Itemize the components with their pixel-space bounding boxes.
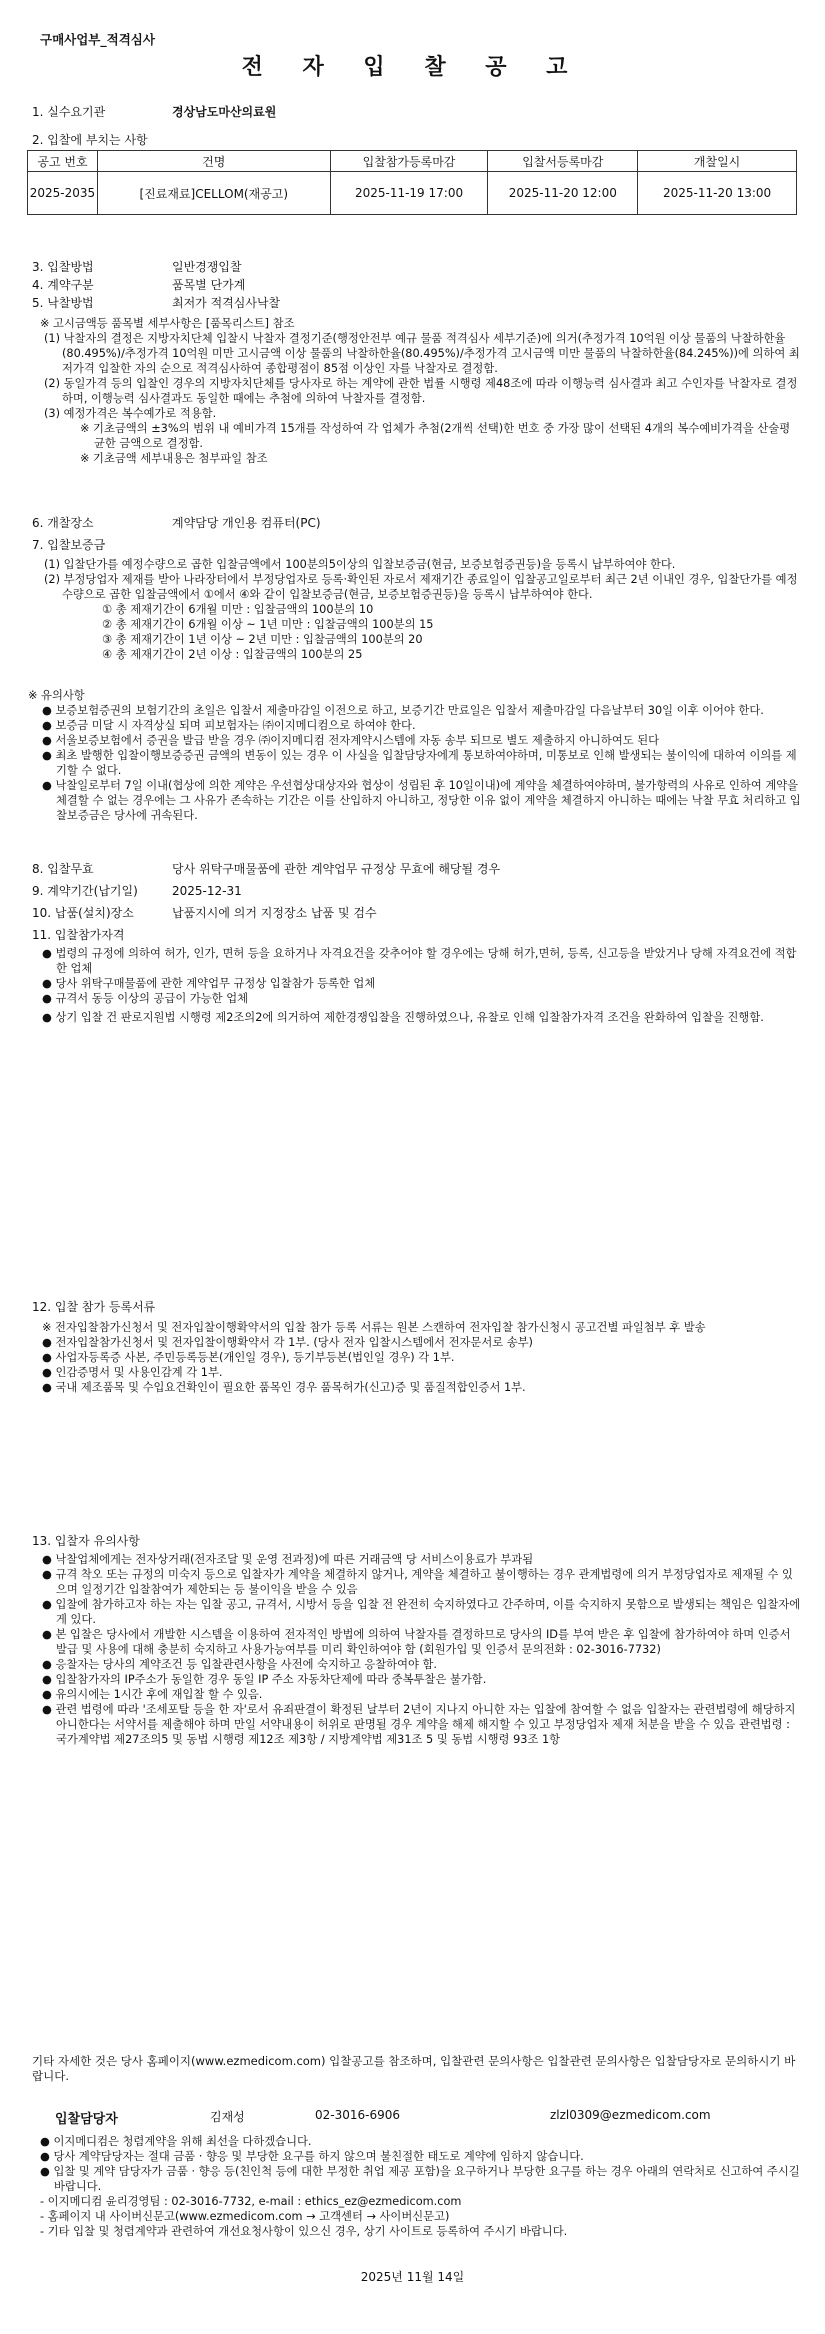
section-5 bbox=[32, 294, 280, 311]
section-12-items bbox=[28, 1320, 802, 1395]
section-6-label: 6. 개찰장소 bbox=[32, 516, 94, 530]
list-item: ● 법령의 규정에 의하여 허가, 인가, 면허 등을 요하거나 자격요건을 갖추어야 할 경우에는 당해 허가,면허, 등록, 신고등을 받았거나 당해 자격요건에 적합한 업체 bbox=[42, 947, 797, 975]
notes-block bbox=[28, 688, 802, 823]
list-item: ● 입찰참가자의 IP주소가 동일한 경우 동일 IP 주소 자동차단제에 따라 중복투찰은 불가함. bbox=[42, 1673, 487, 1686]
section-5-label: 5. 낙찰방법 bbox=[32, 296, 94, 310]
col-header: 개찰일시 bbox=[638, 151, 797, 172]
col-header: 입찰서등록마감 bbox=[488, 151, 638, 172]
list-item: ● 보증보험증권의 보험기간의 초일은 입찰서 제출마감일 이전으로 하고, 보증기간 만료일은 입찰서 제출마감일 다음날부터 30일 이후 이어야 한다. bbox=[42, 704, 764, 717]
list-item: ● 관련 법령에 따라 '조세포탈 등을 한 자'로서 유죄판결이 확정된 날부터 2년이 지나지 아니한 자는 입찰에 참여할 수 없음 입찰자는 관련법령에 해당하지 아니한다는 서약서를 제출해야 하며 만일 서약내용이 허위로 판명될 경우 계약을 해제 해지할 수 있고 부정당업자 제재 처분을 받을 수 있음 관련법령 : 국가계약법 제27조의5 및 동법 시행령 제12조 제3항 / 지방계약법 제31조 5 및 동법 시행령 93조 1항 bbox=[42, 1703, 796, 1746]
list-item: ● 유의시에는 1시간 후에 재입찰 할 수 있음. bbox=[42, 1688, 263, 1701]
section-7-details bbox=[40, 557, 802, 662]
section-1-value: 경상남도마산의료원 bbox=[172, 105, 277, 119]
list-item: ● 본 입찰은 당사에서 개발한 시스템을 이용하여 전자적인 방법에 의하여 낙찰자를 결정하므로 당사의 ID를 부여 받은 후 입찰에 참가하여야 하며 인증서 발급 및 사용에 대해 충분히 숙지하고 사용가능여부를 미리 확인하여야 함 (회원가입 및 인증서 문의전화 : 02-3016-7732) bbox=[42, 1628, 791, 1656]
section-3-label: 3. 입찰방법 bbox=[32, 260, 94, 274]
section-5-details bbox=[40, 316, 800, 466]
section-9-value: 2025-12-31 bbox=[172, 884, 242, 898]
section-6-value: 계약담당 개인용 컴퓨터(PC) bbox=[172, 516, 321, 530]
list-item: ※ 전자입찰참가신청서 및 전자입찰이행확약서의 입찰 참가 등록 서류는 원본 스캔하여 전자입찰 참가신청시 공고건별 파일첨부 후 발송 bbox=[42, 1321, 706, 1334]
list-item: ● 전자입찰참가신청서 및 전자입찰이행확약서 각 1부. (당사 전자 입찰시스템에서 전자문서로 송부) bbox=[42, 1336, 533, 1349]
list-item: (2) 부정당업자 제재를 받아 나라장터에서 부정당업자로 등록·확인된 자로서 제재기간 종료일이 입찰공고일로부터 최근 2년 이내인 경우, 입찰단가를 예정수량으로 곱한 입찰금액에서 ①에서 ④와 같이 입찰보증금(현금, 보증보험증권등)을 등록시 납부하여야 한다. bbox=[44, 573, 798, 601]
section-3 bbox=[32, 258, 242, 275]
col-header: 공고 번호 bbox=[28, 151, 98, 172]
list-item: (1) 낙찰자의 결정은 지방자치단체 입찰시 낙찰자 결정기준(행정안전부 예규 물품 적격심사 세부기준)에 의거(추정가격 10억원 이상 물품의 낙찰하한율(80.495%)/추정가격 10억원 미만 고시금액 이상 물품의 낙찰하한율(80.495%)/추정가격 고시금액 미만 물품의 낙찰하한율(84.245%))에 의하여 최저가격 입찰한 자의 순으로 적격심사하여 종합평점이 85점 이상인 자를 낙찰자로 결정함. bbox=[44, 332, 800, 375]
contact-label: 입찰담당자 bbox=[55, 2112, 118, 2127]
contact-email[interactable]: zlzl0309@ezmedicom.com bbox=[550, 2108, 711, 2122]
section-3-value: 일반경쟁입찰 bbox=[172, 260, 242, 274]
list-item: ● 규격서 동등 이상의 공급이 가능한 업체 bbox=[42, 992, 249, 1005]
footer-intro: 기타 자세한 것은 당사 홈페이지(www.ezmedicom.com) 입찰공고를 참조하며, 입찰관련 문의사항은 입찰관련 문의사항은 입찰담당자로 문의하시기 바랍니다. bbox=[32, 2054, 796, 2083]
list-item: ● 이지메디컴은 청렴계약을 위해 최선을 다하겠습니다. bbox=[40, 2135, 312, 2148]
page-title: 전 자 입 찰 공 고 bbox=[241, 55, 584, 80]
opening-datetime: 2025-11-20 13:00 bbox=[638, 172, 797, 215]
list-item: ① 총 제재기간이 6개월 미만 : 입찰금액의 100분의 10 bbox=[102, 603, 374, 616]
list-item: ● 낙찰일로부터 7일 이내(협상에 의한 계약은 우선협상대상자와 협상이 성립된 후 10일이내)에 계약을 체결하여야하며, 불가항력의 사유로 인하여 계약을 체결할 수 없는 경우에는 그 사유가 존속하는 기간은 이를 산입하지 아니하고, 정당한 이유 없이 계약을 체결하지 아니하는 때에는 낙찰 무효 처리하고 입찰보증금은 당사에 귀속된다. bbox=[42, 779, 801, 822]
contact-name: 김재성 bbox=[210, 2110, 245, 2124]
table-row bbox=[28, 172, 797, 215]
contact-phone: 02-3016-6906 bbox=[315, 2108, 401, 2122]
list-item: ● 당사 계약담당자는 절대 금품 · 향응 및 부당한 요구를 하지 않으며 불친절한 태도로 계약에 임하지 않습니다. bbox=[40, 2150, 584, 2163]
list-item: ● 입찰 및 계약 담당자가 금품 · 향응 등(친인척 등에 대한 부정한 취업 제공 포함)을 요구하거나 부당한 요구를 하는 경우 아래의 연락처로 신고하여 주시길 바랍니다. bbox=[40, 2165, 800, 2193]
col-header: 입찰참가등록마감 bbox=[330, 151, 488, 172]
notice-number: 2025-2035 bbox=[28, 172, 98, 215]
list-item: ● 입찰에 참가하고자 하는 자는 입찰 공고, 규격서, 시방서 등을 입찰 전 완전히 숙지하였다고 간주하며, 이를 숙지하지 못함으로 발생되는 책임은 입찰자에게 있다. bbox=[42, 1598, 801, 1626]
section-5-value: 최저가 적격심사낙찰 bbox=[172, 296, 281, 310]
section-2-label: 2. 입찰에 부치는 사항 bbox=[32, 133, 148, 147]
section-4-value: 품목별 단가계 bbox=[172, 278, 246, 292]
ethics-block bbox=[40, 2134, 802, 2239]
list-item: ● 당사 위탁구매물품에 관한 계약업무 규정상 입찰참가 등록한 업체 bbox=[42, 977, 376, 990]
list-item: (3) 예정가격은 복수예가로 적용함. bbox=[44, 407, 217, 420]
section-4 bbox=[32, 276, 245, 293]
section-8 bbox=[32, 860, 500, 877]
list-item: ● 응찰자는 당사의 계약조건 등 입찰관련사항을 사전에 숙지하고 응찰하여야 함. bbox=[42, 1658, 437, 1671]
list-item: ● 상기 입찰 건 판로지원법 시행령 제2조의2에 의거하여 제한경쟁입찰을 진행하였으나, 유찰로 인해 입찰참가자격 조건을 완화하여 입찰을 진행함. bbox=[42, 1011, 764, 1024]
section-8-label: 8. 입찰무효 bbox=[32, 862, 94, 876]
list-item: ③ 총 제재기간이 1년 이상 ~ 2년 미만 : 입찰금액의 100분의 20 bbox=[102, 633, 423, 646]
list-item: ② 총 제재기간이 6개월 이상 ~ 1년 미만 : 입찰금액의 100분의 15 bbox=[102, 618, 434, 631]
list-item: - 기타 입찰 및 청렴계약과 관련하여 개선요청사항이 있으신 경우, 상기 사이트로 등록하여 주시기 바랍니다. bbox=[40, 2225, 568, 2238]
section-7-label: 7. 입찰보증금 bbox=[32, 538, 106, 552]
section-10-value: 납품지시에 의거 지정장소 납품 및 검수 bbox=[172, 906, 377, 920]
list-item: - 이지메디컴 윤리경영팀 : 02-3016-7732, e-mail : ethics_ez@ezmedicom.com bbox=[40, 2195, 462, 2208]
section-11-label: 11. 입찰참가자격 bbox=[32, 928, 125, 942]
section-6 bbox=[32, 514, 321, 531]
section-12-label: 12. 입찰 참가 등록서류 bbox=[32, 1300, 156, 1314]
bid-table bbox=[27, 150, 797, 215]
list-item: (2) 동일가격 등의 입찰인 경우의 지방자치단체를 당사자로 하는 계약에 관한 법률 시행령 제48조에 따라 이행능력 심사결과 최고 수인자를 낙찰자로 결정하며, 이행능력 심사결과도 동일한 때에는 추첨에 의하여 낙찰자를 결정함. bbox=[44, 377, 798, 405]
list-item: ● 사업자등록증 사본, 주민등록등본(개인일 경우), 등기부등본(법인일 경우) 각 1부. bbox=[42, 1351, 455, 1364]
list-item: ● 규격 착오 또는 규정의 미숙지 등으로 입찰자가 계약을 체결하지 않거나, 계약을 체결하고 불이행하는 경우 관계법령에 의거 부정당업자로 제재될 수 있으며 일정기간 입찰참여가 제한되는 등 불이익을 받을 수 있음 bbox=[42, 1568, 793, 1596]
item-name: [진료재료]CELLOM(재공고) bbox=[97, 172, 330, 215]
section-10-label: 10. 납품(설치)장소 bbox=[32, 906, 134, 920]
section-8-value: 당사 위탁구매물품에 관한 계약업무 규정상 무효에 해당될 경우 bbox=[172, 862, 501, 876]
list-item: (1) 입찰단가를 예정수량으로 곱한 입찰금액에서 100분의5이상의 입찰보증금(현금, 보증보험증권등)을 등록시 납부하여야 한다. bbox=[44, 558, 676, 571]
bid-deadline: 2025-11-20 12:00 bbox=[488, 172, 638, 215]
col-header: 건명 bbox=[97, 151, 330, 172]
section-1 bbox=[32, 103, 276, 120]
list-item: ● 최초 발행한 입찰이행보증증권 금액의 변동이 있는 경우 이 사실을 입찰담당자에게 통보하여야하며, 미통보로 인해 발생되는 불이익에 대하여 이의를 제기할 수 없다. bbox=[42, 749, 797, 777]
department-label: 구매사업부_적격심사 bbox=[40, 32, 155, 47]
section-13-items bbox=[28, 1552, 802, 1747]
list-item: ● 인감증명서 및 사용인감계 각 1부. bbox=[42, 1366, 223, 1379]
list-item: ● 국내 제조품목 및 수입요건확인이 필요한 품목인 경우 품목허가(신고)증 및 품질적합인증서 1부. bbox=[42, 1381, 526, 1394]
list-item: - 홈페이지 내 사이버신문고(www.ezmedicom.com → 고객센터 → 사이버신문고) bbox=[40, 2210, 450, 2223]
notes-title: ※ 유의사항 bbox=[28, 689, 85, 702]
list-item: ※ 기초금액의 ±3%의 범위 내 예비가격 15개를 작성하여 각 업체가 추첨(2개씩 선택)한 번호 중 가장 많이 선택된 4개의 복수예비가격을 산술평균한 금액으로 결정함. bbox=[80, 422, 791, 450]
section-1-label: 1. 실수요기관 bbox=[32, 105, 106, 119]
list-item: ● 보증금 미달 시 자격상실 되며 피보험자는 ㈜이지메디컴으로 하여야 한다. bbox=[42, 719, 416, 732]
registration-deadline: 2025-11-19 17:00 bbox=[330, 172, 488, 215]
section-10 bbox=[32, 904, 377, 921]
section-4-label: 4. 계약구분 bbox=[32, 278, 94, 292]
list-item: ● 낙찰업체에게는 전자상거래(전자조달 및 운영 전과정)에 따른 거래금액 당 서비스이용료가 부과됨 bbox=[42, 1553, 534, 1566]
list-item: ※ 고시금액등 품목별 세부사항은 [품목리스트] 참조 bbox=[40, 317, 295, 330]
section-9-label: 9. 계약기간(납기일) bbox=[32, 884, 138, 898]
list-item: ④ 총 제재기간이 2년 이상 : 입찰금액의 100분의 25 bbox=[102, 648, 363, 661]
section-9 bbox=[32, 882, 242, 899]
list-item: ※ 기초금액 세부내용은 첨부파일 참조 bbox=[80, 452, 268, 465]
section-11-items bbox=[28, 946, 802, 1025]
section-13-label: 13. 입찰자 유의사항 bbox=[32, 1534, 140, 1548]
list-item: ● 서울보증보험에서 증권을 발급 받을 경우 ㈜이지메디컴 전자계약시스템에 자동 송부 되므로 별도 제출하지 아니하여도 된다 bbox=[42, 734, 660, 747]
notice-date: 2025년 11월 14일 bbox=[360, 2270, 465, 2284]
bid-table-header bbox=[28, 151, 797, 172]
